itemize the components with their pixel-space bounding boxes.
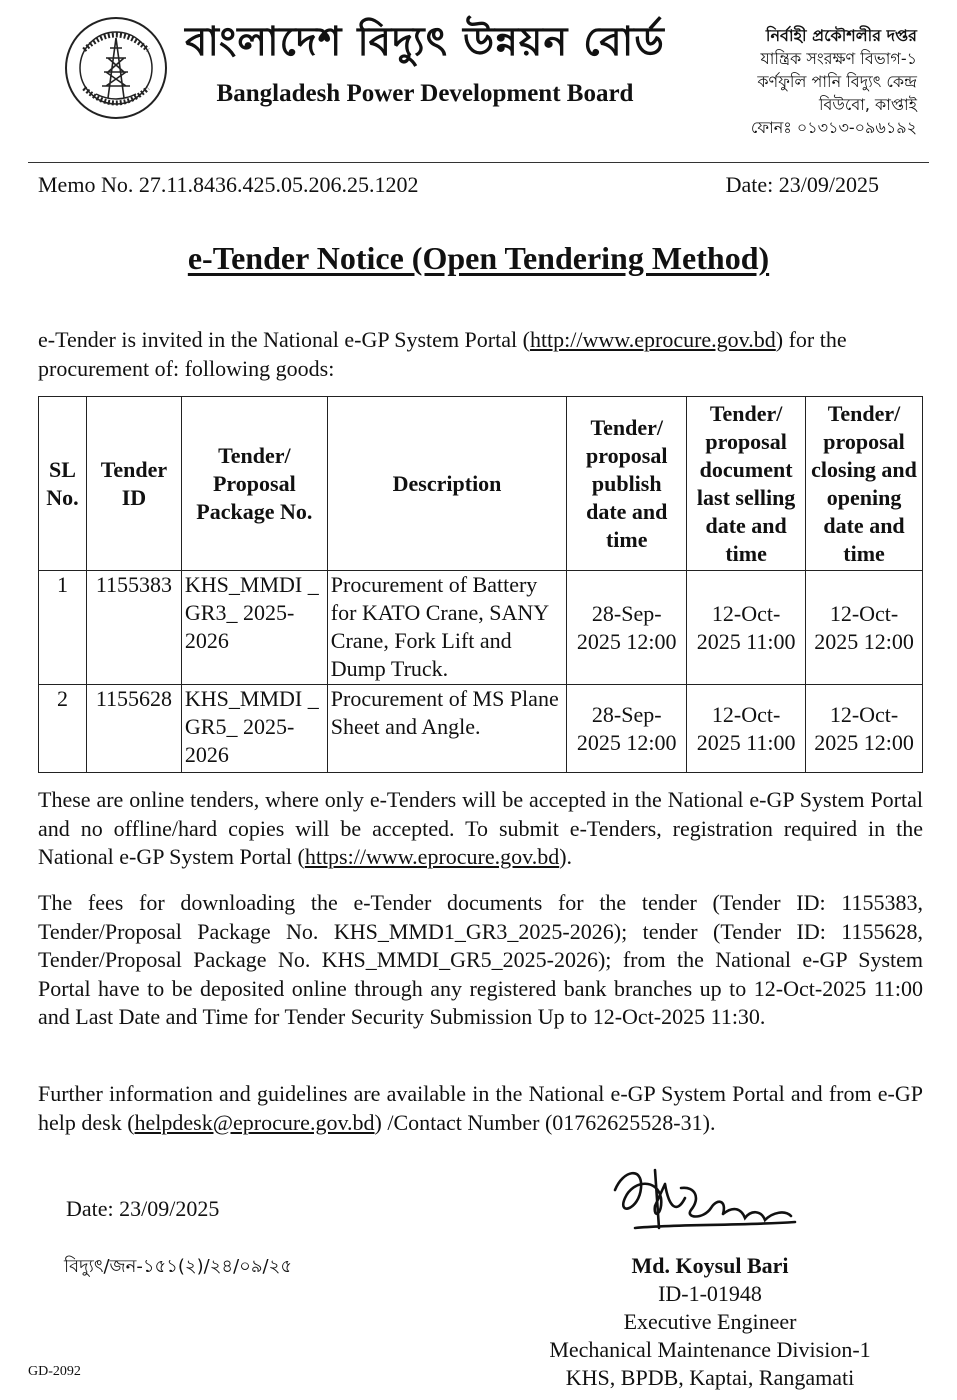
cell-selling: 12-Oct-2025 11:00 — [687, 685, 806, 773]
helpdesk-email-link[interactable]: helpdesk@eprocure.gov.bd — [134, 1109, 375, 1135]
column-header: Description — [327, 397, 567, 571]
org-name-english: Bangladesh Power Development Board — [216, 80, 634, 107]
footer-date: Date: 23/09/2025 — [66, 1196, 220, 1221]
column-header: Tender/ Proposal Package No. — [181, 397, 327, 571]
table-header-row — [39, 397, 923, 571]
intro-text: e-Tender is invited in the National e-GP System Portal ( — [38, 327, 530, 352]
header-divider — [28, 162, 929, 163]
signature — [595, 1158, 815, 1246]
signer-division: Mechanical Maintenance Division-1 — [549, 1337, 871, 1362]
para-text: Further information and guidelines are available in the National e-GP System Portal and from e-GP help desk ( — [38, 1081, 923, 1135]
notice-title: e-Tender Notice (Open Tendering Method) — [187, 240, 770, 276]
signer-title: Executive Engineer — [623, 1309, 797, 1334]
para-text: These are online tenders, where only e-Tenders will be accepted in the National e-GP System Portal and no offline/hard copies will be accepted. To submit e-Tenders, registration required in the National e-GP System Portal ( — [38, 787, 923, 869]
cell-tender-id: 1155628 — [86, 685, 181, 773]
cell-selling: 12-Oct-2025 11:00 — [687, 571, 806, 685]
online-tender-paragraph — [38, 786, 923, 872]
signatory-block — [530, 1252, 890, 1392]
column-header: Tender ID — [86, 397, 181, 571]
signer-name: Md. Koysul Bari — [631, 1253, 789, 1278]
column-header: Tender/ proposal closing and opening date and time — [806, 397, 923, 571]
intro-paragraph — [38, 325, 918, 383]
office-address-block — [751, 24, 917, 139]
office-phone: ফোনঃ ০১৩১৩-০৯৬১৯২ — [750, 118, 917, 137]
office-line: যান্ত্রিক সংরক্ষণ বিভাগ-১ — [760, 49, 917, 68]
column-header: Tender/ proposal publish date and time — [567, 397, 687, 571]
memo-number: Memo No. 27.11.8436.425.05.206.25.1202 — [38, 172, 419, 197]
intro-text: ) for the procurement of: following goods: — [38, 327, 847, 381]
tender-table — [38, 396, 923, 773]
bangla-reference-number: বিদ্যুৎ/জন-১৫১(২)/২৪/০৯/২৫ — [64, 1256, 293, 1277]
signer-location: KHS, BPDB, Kaptai, Rangamati — [565, 1365, 855, 1390]
cell-sl: 2 — [39, 685, 87, 773]
cell-closing: 12-Oct-2025 12:00 — [806, 685, 923, 773]
office-line: কর্ণফুলি পানি বিদ্যুৎ কেন্দ্র — [757, 72, 917, 91]
helpdesk-paragraph — [38, 1080, 923, 1137]
office-line: নির্বাহী প্রকৌশলীর দপ্তর — [765, 26, 917, 45]
cell-publish: 28-Sep-2025 12:00 — [567, 685, 687, 773]
cell-description: Procurement of MS Plane Sheet and Angle. — [327, 685, 567, 773]
column-header: SL No. — [39, 397, 87, 571]
fees-paragraph: The fees for downloading the e-Tender documents for the tender (Tender ID: 1155383, Tender/Proposal Package No. KHS_MMD1_GR3_2025-2026); tender (Tender ID: 1155628, Tender/Proposal Package No. KHS_MMDI_GR5_2025-2026); from the National e-GP System Portal have to be deposited online through any registered bank branches up to 12-Oct-2025 11:00 and Last Date and Time for Tender Security Submission Up to 12-Oct-2025 11:30. — [38, 890, 923, 1029]
eprocure-link[interactable]: http://www.eprocure.gov.bd — [529, 327, 776, 352]
cell-description: Procurement of Battery for KATO Crane, SANY Crane, Fork Lift and Dump Truck. — [327, 571, 567, 685]
cell-closing: 12-Oct-2025 12:00 — [806, 571, 923, 685]
bpdb-logo — [62, 14, 170, 122]
cell-sl: 1 — [39, 571, 87, 685]
signer-id: ID-1-01948 — [658, 1281, 762, 1306]
office-line: বিউবো, কাপ্তাই — [818, 95, 917, 114]
cell-publish: 28-Sep-2025 12:00 — [567, 571, 687, 685]
gd-number: GD-2092 — [28, 1364, 81, 1379]
cell-package: KHS_MMDI _ GR5_ 2025-2026 — [181, 685, 327, 773]
eprocure-registration-link[interactable]: https://www.eprocure.gov.bd — [304, 844, 560, 869]
column-header: Tender/ proposal document last selling date and time — [687, 397, 806, 571]
memo-date: Date: 23/09/2025 — [725, 172, 879, 197]
cell-package: KHS_MMDI _ GR3_ 2025-2026 — [181, 571, 327, 685]
table-row — [39, 685, 923, 773]
org-name-bangla: বাংলাদেশ বিদ্যুৎ উন্নয়ন বোর্ড — [185, 19, 665, 65]
para-text: ) /Contact Number (01762625528-31). — [374, 1109, 716, 1135]
table-row — [39, 571, 923, 685]
para-text: ). — [559, 844, 573, 869]
cell-tender-id: 1155383 — [86, 571, 181, 685]
